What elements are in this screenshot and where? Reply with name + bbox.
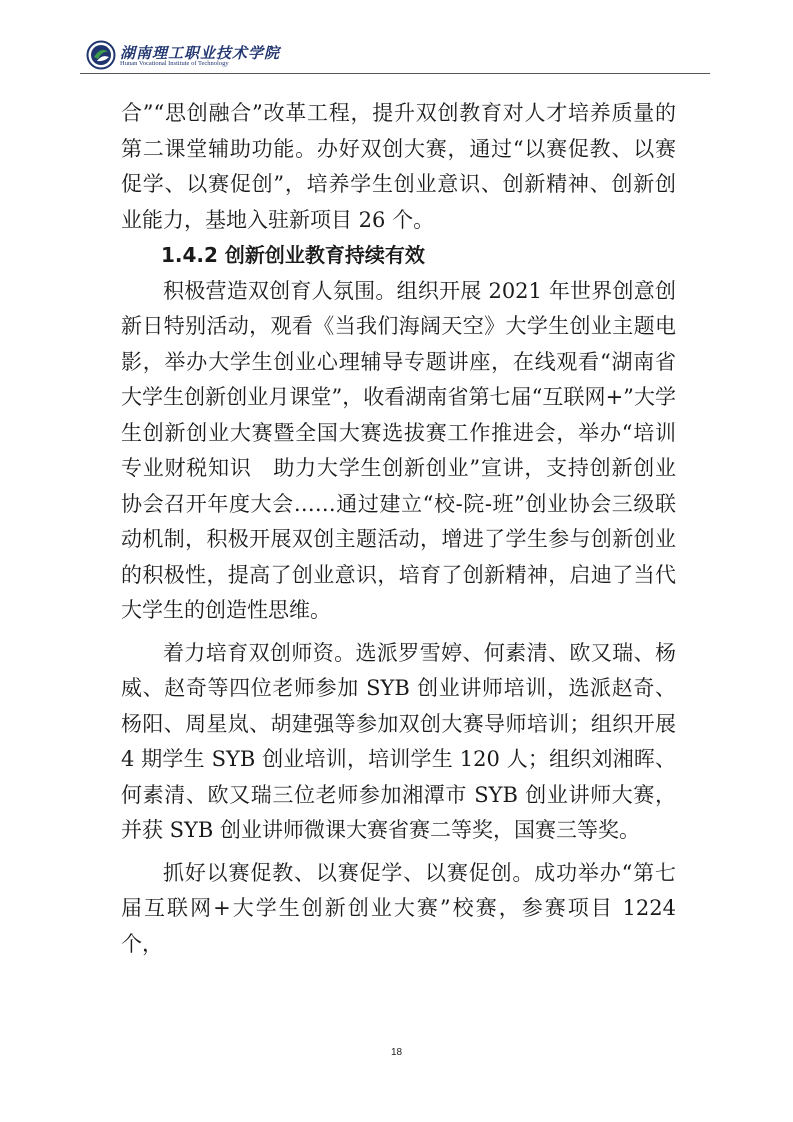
- school-name-cn: 湖南理工职业技术学院: [120, 44, 281, 62]
- header-divider: [80, 73, 710, 74]
- paragraph-competition: 抓好以赛促教、以赛促学、以赛促创。成功举办“第七届互联网+大学生创新创业大赛”校赛，参赛项目 1224 个，: [121, 860, 676, 956]
- paragraph-atmosphere: 积极营造双创育人氛围。组织开展 2021 年世界创意创新日特别活动，观看《当我们海阔天空》大学生创业主题电影，举办大学生创业心理辅导专题讲座，在线观看“湖南省大学生创新创业月课堂”，收看湖南省第七届“互联网+”大学生创新创业大赛暨全国大赛选拔赛工作推进会，举办“培训专业财税知识 助力大学生创新创业”宣讲，支持创新创业协会召开年度大会……通过建立“校-院-班”创业协会三级联动机制，积极开展双创主题活动，增进了学生参与创新创业的积极性，提高了创业意识，培育了创新精神，启迪了当代大学生的创造性思维。: [121, 278, 676, 622]
- page-header: [80, 36, 710, 76]
- section-heading: 1.4.2 创新创业教育持续有效: [161, 243, 425, 267]
- paragraph-teachers: 着力培育双创师资。选派罗雪婷、何素清、欧又瑞、杨威、赵奇等四位老师参加 SYB 创业讲师培训，选派赵奇、杨阳、周星岚、胡建强等参加双创大赛导师培训；组织开展 4 期学生 SYB 创业培训，培训学生 120 人；组织刘湘晖、何素清、欧又瑞三位老师参加湘潭市 SYB 创业讲师大赛，并获 SYB 创业讲师微课大赛省赛二等奖，国赛三等奖。: [121, 640, 676, 842]
- school-logo-icon: [86, 40, 116, 70]
- paragraph-continuation: 合”“思创融合”改革工程，提升双创教育对人才培养质量的第二课堂辅助功能。办好双创大赛，通过“以赛促教、以赛促学、以赛促创”，培养学生创业意识、创新精神、创新创业能力，基地入驻新项目 26 个。: [121, 101, 676, 232]
- page-body: [121, 96, 676, 962]
- page-number: 18: [390, 1047, 403, 1058]
- school-name-en: Hunan Vocational Institute of Technology: [120, 60, 229, 67]
